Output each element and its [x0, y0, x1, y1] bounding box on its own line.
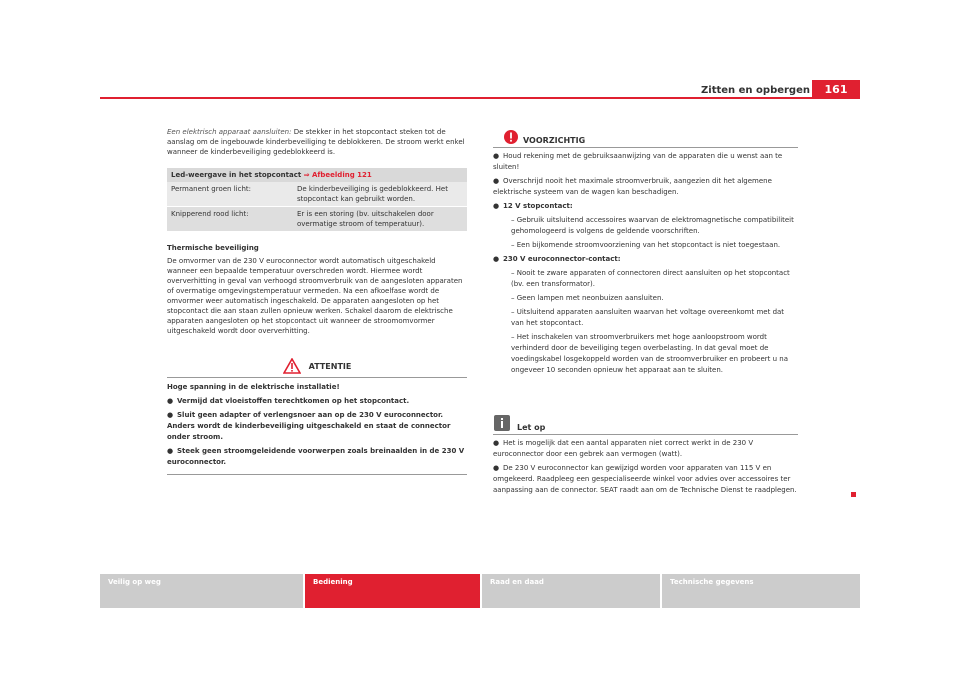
caution-230v-item: – Het inschakelen van stroomverbruikers met hoge aanloopstroom wordt verhinderd door de beveiliging tegen overbelasting. In dat geval moet de voedingskabel losgekoppeld worden van de stroomverbruiker en probeert u na ongeveer 10 seconden opnieuw het apparaat aan te sluiten. — [511, 333, 789, 374]
thermal-title: Thermische beveiliging — [167, 244, 259, 252]
footer-tab-bediening[interactable]: Bediening — [305, 574, 480, 608]
intro-label: Een elektrisch apparaat aansluiten: — [167, 128, 292, 136]
note-box — [493, 410, 798, 496]
attention-lead: Hoge spanning in de elektrische installatie! — [167, 383, 340, 391]
caution-icon — [503, 129, 519, 145]
dash-marker: – — [511, 308, 517, 316]
attention-box — [167, 355, 467, 475]
caution-item: ● Houd rekening met de gebruiksaanwijzing van de apparaten die u wenst aan te sluiten! — [493, 152, 783, 171]
caution-title: VOORZICHTIG — [523, 136, 586, 145]
caution-230v-item: – Geen lampen met neonbuizen aansluiten. — [511, 294, 664, 302]
attention-title: ATTENTIE — [308, 361, 352, 371]
caution-12v-title: ● 12 V stopcontact: — [493, 202, 573, 210]
thermal-text: De omvormer van de 230 V euroconnector wordt automatisch uitgeschakeld wanneer een bepaalde temperatuur overschreden wordt. Hiermee wordt oververhitting in geval van verhoogd stroomverbruik van de aangesloten apparaten of overmatige omgevingstemperatuur vermeden. Na een afkoelfase wordt de omvormer weer automatisch ingeschakeld. De apparaten aangesloten op het stopcontact die aan staan zullen opnieuw werken. Schakel daarom de elektrische apparaten aangesloten op het stopcontact uit wanneer de stroomomvormer uitgeschakeld wordt door oververhitting. — [167, 257, 463, 335]
caution-box — [493, 125, 798, 376]
dash-marker: – — [511, 216, 517, 224]
attention-item: ● Sluit geen adapter of verlengsnoer aan op de 230 V euroconnector. Anders wordt de kinderbeveiliging uitgeschakeld en staat de connector onder stroom. — [167, 411, 451, 441]
led-row-label: Knipperend rood licht: — [167, 207, 293, 232]
caution-rule — [493, 147, 798, 148]
attention-item: ● Steek geen stroomgeleidende voorwerpen zoals breinaalden in de 230 V euroconnector. — [167, 447, 465, 466]
caution-230v-item: – Uitsluitend apparaten aansluiten waarvan het voltage overeenkomt met dat van het stopcontact. — [511, 308, 785, 327]
note-item: ● De 230 V euroconnector kan gewijzigd worden voor apparaten van 115 V en omgekeerd. Raadpleeg een gespecialiseerde winkel voor advies over accessoires ter aanpassing aan de connector. SEAT raadt aan om de Technische Dienst te raadplegen. — [493, 464, 797, 494]
footer-tab-veilig-op-weg[interactable]: Veilig op weg — [100, 574, 303, 608]
page-header-title: Zitten en opbergen — [701, 85, 810, 96]
attention-item: ● Vermijd dat vloeistoffen terechtkomen op het stopcontact. — [167, 397, 410, 405]
figure-link[interactable]: ⇒ Afbeelding 121 — [303, 171, 372, 179]
warning-triangle-icon — [283, 358, 301, 374]
caution-230v-title: ● 230 V euroconnector-contact: — [493, 255, 621, 263]
caution-230v-item: – Nooit te zware apparaten of connectoren direct aansluiten op het stopcontact (bv. een transformator). — [511, 269, 790, 288]
intro-text: De stekker in het stopcontact steken tot de aanslag om de ingebouwde kinderbeveiliging te deblokkeren. De stroom werkt enkel wanneer de kinderbeveiliging gedeblokkeerd is. — [167, 128, 465, 156]
caution-item: ● Overschrijd nooit het maximale stroomverbruik, aangezien dit het algemene elektrische systeem van de wagen kan beschadigen. — [493, 177, 772, 196]
intro-paragraph — [167, 127, 467, 157]
attention-rule — [167, 377, 467, 378]
led-row-value: Er is een storing (bv. uitschakelen door overmatige stroom of temperatuur). — [293, 207, 467, 232]
section-end-marker — [851, 492, 856, 497]
footer-tab-technische-gegevens[interactable]: Technische gegevens — [662, 574, 860, 608]
dash-marker: – — [511, 294, 517, 302]
attention-bottom-rule — [167, 474, 467, 475]
led-row-value: De kinderbeveiliging is gedeblokkeerd. Het stopcontact kan gebruikt worden. — [293, 182, 467, 207]
header-rule — [100, 97, 860, 99]
dash-marker: – — [511, 269, 517, 277]
dash-marker: – — [511, 241, 517, 249]
note-item: ● Het is mogelijk dat een aantal apparaten niet correct werkt in de 230 V euroconnector door een gebrek aan vermogen (watt). — [493, 439, 754, 458]
footer-tab-raad-en-daad[interactable]: Raad en daad — [482, 574, 660, 608]
led-table-header — [167, 168, 467, 182]
led-table-title: Led-weergave in het stopcontact — [171, 171, 302, 179]
caution-12v-item: – Gebruik uitsluitend accessoires waarvan de elektromagnetische compatibiliteit gehomologeerd is volgens de geldende voorschriften. — [511, 216, 794, 235]
led-table — [167, 168, 467, 231]
thermal-section — [167, 243, 467, 336]
page-number: 161 — [812, 80, 860, 99]
note-icon — [493, 414, 511, 432]
led-row-label: Permanent groen licht: — [167, 182, 293, 207]
caution-12v-item: – Een bijkomende stroomvoorziening van het stopcontact is niet toegestaan. — [511, 241, 781, 249]
note-rule — [493, 434, 798, 435]
note-title: Let op — [517, 423, 546, 432]
dash-marker: – — [511, 333, 517, 341]
